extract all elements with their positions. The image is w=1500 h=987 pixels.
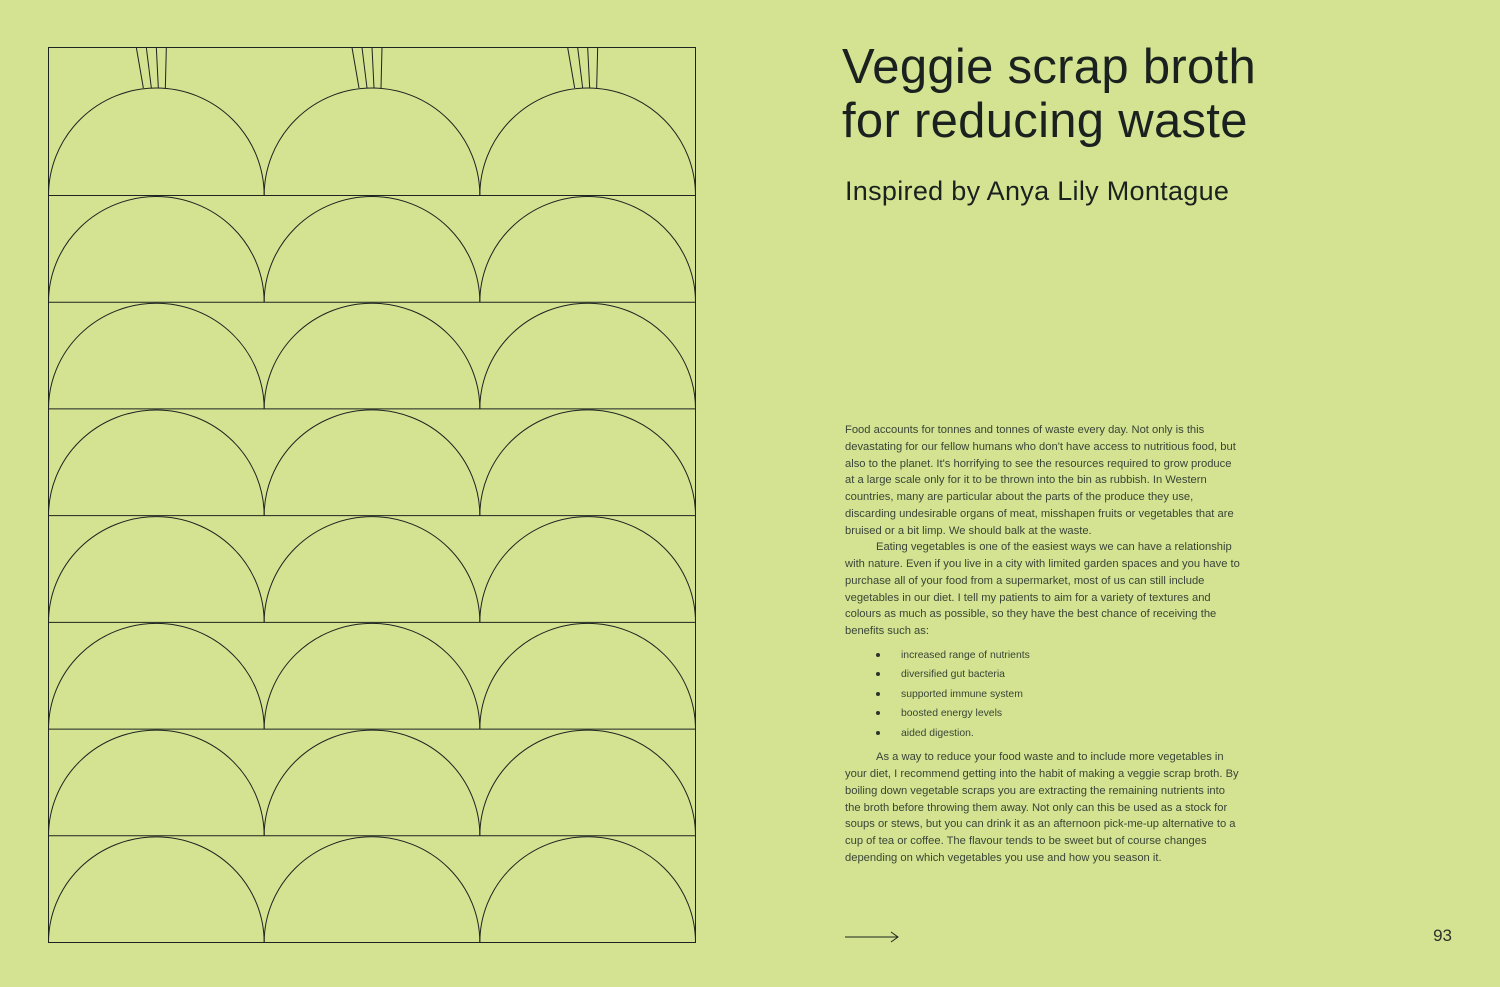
vegetable-dome [480, 303, 696, 409]
vegetable-dome [49, 517, 265, 623]
vegetable-dome [264, 88, 480, 196]
vegetable-stem [362, 48, 367, 89]
vegetable-dome [480, 410, 696, 516]
bullet-icon [876, 653, 880, 657]
paragraph-3: As a way to reduce your food waste and to include more vegetables in your diet, I recommend getting into the habit of making a veggie scrap broth. By boiling down vegetable scraps you are extracting the remaining nutrients into the broth before throwing them away. Not only can this be used as a stock for soups or stews, but you can drink it as an afternoon pick-me-up alternative to a cup of tea or coffee. The flavour tends to be sweet but of course changes depending on which vegetables you use and how you season it. [845, 751, 1239, 864]
vegetable-dome [480, 730, 696, 836]
vegetable-dome [480, 88, 696, 196]
root-vegetable-pattern-icon [47, 46, 697, 944]
list-item-label: increased range of nutrients [901, 649, 1030, 661]
vegetable-dome [264, 303, 480, 409]
arrow-right-icon[interactable] [845, 930, 901, 944]
vegetable-dome [49, 837, 265, 943]
vegetable-dome [49, 303, 265, 409]
vegetable-dome [264, 623, 480, 729]
vegetable-stem [381, 48, 382, 89]
bullet-icon [876, 672, 880, 676]
vegetable-dome [480, 197, 696, 303]
page-subtitle: Inspired by Anya Lily Montague [845, 176, 1230, 206]
vegetable-stem [372, 48, 374, 89]
vegetable-stem [568, 48, 575, 89]
vegetable-dome [49, 197, 265, 303]
vegetable-dome [49, 623, 265, 729]
vegetable-dome [480, 517, 696, 623]
list-item-label: boosted energy levels [901, 708, 1003, 720]
vegetable-dome [49, 730, 265, 836]
list-item-label: diversified gut bacteria [901, 669, 1005, 681]
list-item [845, 704, 1240, 724]
vegetable-stem [136, 48, 143, 89]
vegetable-stem [146, 48, 151, 89]
vegetable-dome [49, 410, 265, 516]
vegetable-dome [264, 197, 480, 303]
vegetable-dome [480, 623, 696, 729]
vegetable-stem [578, 48, 583, 89]
paragraph-2: Eating vegetables is one of the easiest ways we can have a relationship with nature. Even if you live in a city with limited garden spaces and you have to purchase all of your food from a supermarket, most of us can still include vegetables in our diet. I tell my patients to aim for a variety of textures and colours as much as possible, so they have the best chance of receiving the benefits such as: [845, 541, 1240, 637]
vegetable-dome [264, 517, 480, 623]
paragraph-1: Food accounts for tonnes and tonnes of waste every day. Not only is this devastating for our fellow humans who don't have access to nutritious food, but also to the planet. It's horrifying to see the resources required to grow produce at a large scale only for it to be thrown into the bin as rubbish. In Western countries, many are particular about the parts of the produce they use, discarding undesirable organs of meat, misshapen fruits or vegetables that are bruised or a bit limp. We should balk at the waste. [845, 424, 1236, 537]
vegetable-dome [49, 88, 265, 195]
bullet-icon [876, 711, 880, 715]
title-line-2: for reducing waste [842, 94, 1248, 148]
list-item [845, 646, 1240, 666]
bullet-icon [876, 692, 880, 696]
vegetable-stem [352, 48, 359, 89]
vegetable-dome [264, 837, 480, 943]
list-item [845, 724, 1240, 744]
vegetable-dome [480, 837, 696, 943]
benefits-list [845, 646, 1240, 744]
vegetable-stem [165, 48, 166, 89]
bullet-icon [876, 731, 880, 735]
article-body [845, 422, 1240, 867]
vegetable-stem [156, 48, 158, 89]
vegetable-stem [597, 48, 598, 89]
list-item [845, 685, 1240, 705]
vegetable-dome [264, 410, 480, 516]
title-line-1: Veggie scrap broth [842, 40, 1257, 94]
list-item-label: aided digestion. [901, 727, 974, 739]
frame-border [49, 48, 696, 943]
list-item-label: supported immune system [901, 688, 1023, 700]
vegetable-stem [588, 48, 590, 89]
list-item [845, 665, 1240, 685]
vegetable-dome [264, 730, 480, 836]
page-number: 93 [1433, 926, 1452, 945]
page-title [842, 40, 1256, 148]
